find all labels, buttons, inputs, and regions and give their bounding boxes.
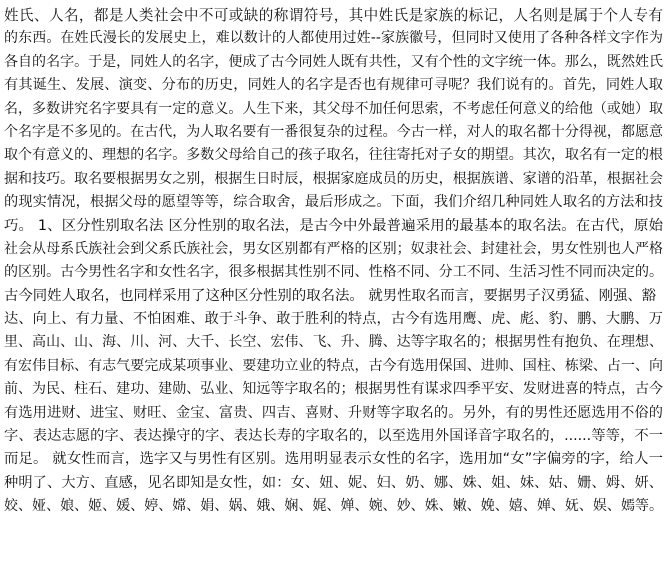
text-line: 有选用进财、进宝、财旺、金宝、富贵、四吉、喜财、升财等字取名的。另外，有的男性还愿选用不俗的: [4, 404, 663, 421]
text-line: 各自的名字。于是，同姓人的名字，便成了古今同姓人既有共性，又有个性的文字统一体。那么，既然姓氏: [4, 53, 663, 70]
text-line: 前、为民、柱石、建功、建勋、弘业、知远等字取名的；根据男性有谋求四季平安、发财进喜的特点，古今: [4, 381, 663, 398]
text-line: 的现实情况，根据父母的愿望等等，综合取舍，最后形成之。下面，我们介绍几种同姓人取名的方法和技: [4, 194, 663, 211]
text-line: 有宏伟目标、有志气要完成某项事业、要建功立业的特点，古今有选用保国、进帅、国柱、栋梁、占一、向: [4, 357, 663, 374]
text-line: 社会从母系氏族社会到父系氏族社会，男女区别都有严格的区别；奴隶社会、封建社会，男女性别也人严格: [4, 240, 663, 257]
text-line: 而足。 就女性而言，选字又与男性有区别。选用明显表示女性的名字，选用加“女”字偏旁的字，给人一: [4, 451, 663, 468]
text-line: 有其诞生、发展、演变、分布的历史，同姓人的名字是否也有规律可寻呢？我们说有的。首先，同姓人取: [4, 77, 663, 94]
text-line: 的东西。在姓氏漫长的发展史上，难以数计的人都使用过姓--家族徽号，但同时又使用了各种各样文字作为: [4, 30, 663, 47]
text-line: 据和技巧。取名要根据男女之别，根据生日时辰，根据家庭成员的历史，根据族谱、家谱的沿革，根据社会: [4, 170, 663, 187]
text-line: 达、向上、有力量、不怕困难、敢于斗争、敢于胜利的特点，古今有选用鹰、虎、彪、豹、鹏、大鹏、万: [4, 311, 663, 328]
text-line: 姣、娅、娘、姬、媛、婷、嫦、娟、娲、娥、娴、娓、婵、婉、妙、姝、嫩、娩、嬉、婵、妩、娱、嫣等。: [4, 498, 663, 515]
text-line: 名，多数讲究名字要具有一定的意义。人生下来，其父母不加任何思索，不考虑任何意义的给他（或她）取: [4, 100, 663, 117]
text-line: 里、高山、山、海、川、河、大千、长空、宏伟、飞、升、腾、达等字取名的；根据男性有抱负、在理想、: [4, 334, 663, 351]
text-line: 个名字是不多见的。在古代，为人取名要有一番很复杂的过程。今古一样，对人的取名都十分得视，都愿意: [4, 123, 663, 140]
text-line: 取个有意义的、理想的名字。多数父母给自己的孩子取名，往往寄托对子女的期望。其次，取名有一定的根: [4, 147, 663, 164]
text-line: 姓氏、人名，都是人类社会中不可或缺的称谓符号，其中姓氏是家族的标记，人名则是属于个人专有: [4, 7, 663, 24]
text-line: 种明了、大方、直感，见名即知是女性，如：女、妞、妮、妇、奶、娜、姝、姐、妹、姑、姗、姆、妍、: [4, 474, 663, 491]
text-line: 的区别。古今男性名字和女性名字，很多根据其性别不同、性格不同、分工不同、生活习性不同而决定的。: [4, 264, 663, 281]
text-line: 巧。 1、区分性别取名法 区分性别的取名法，是古今中外最普遍采用的最基本的取名法。在古代，原始: [4, 217, 663, 234]
text-line: 古今同姓人取名，也同样采用了这种区分性别的取名法。 就男性取名而言，要据男子汉勇猛、刚强、豁: [4, 287, 657, 304]
text-line: 字、表达志愿的字、表达操守的字、表达长寿的字取名的，以至选用外国译音字取名的，......等等，不一: [4, 428, 663, 445]
